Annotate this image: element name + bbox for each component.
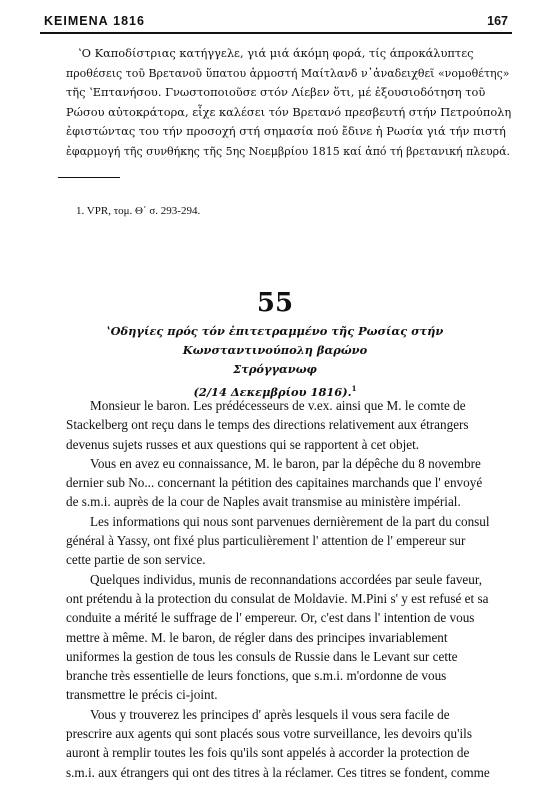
body-text-line: Vous y trouverez les principes d' après lesquels il vous sera facile de bbox=[90, 706, 450, 722]
body-text-line: dernier sub No... concernant la pétition des capitaines marchands que l' envoyé bbox=[66, 475, 483, 491]
body-text-line: mettre à même. M. le baron, de régler dans des principes invariablement bbox=[66, 629, 448, 645]
body-paragraph bbox=[66, 570, 512, 705]
body-paragraph bbox=[66, 454, 512, 512]
body-text-line: conduite a mérité le suffrage de l' empereur. Or, c'est dans l' intention de vous bbox=[66, 610, 475, 626]
body-paragraph bbox=[66, 512, 512, 570]
body-text-line: de s.m.i. auprès de la cour de Naples avait transmise au ministère impérial. bbox=[66, 494, 461, 510]
running-head-title: ΚΕΙΜΕΝΑ 1816 bbox=[44, 14, 145, 28]
body-text-line: Les informations qui nous sont parvenues dernièrement de la part du consul bbox=[90, 513, 490, 529]
greek-commentary-paragraph bbox=[66, 44, 512, 162]
greek-text-line: ἐφιστώντας του τήν προσοχή στή σημασία πού ἔδινε ἡ Ρωσία γιά τήν πιστή bbox=[66, 124, 506, 139]
heading-line bbox=[60, 360, 490, 379]
heading-line-text: (2/14 Δεκεμβρίου 1816). bbox=[193, 384, 352, 399]
body-text-line: cette partie de son service. bbox=[66, 552, 206, 568]
body-text-line: Vous en avez eu connaissance, M. le baron, par la dépêche du 8 novembre bbox=[90, 455, 481, 471]
body-paragraph bbox=[66, 396, 512, 454]
body-text-line: auront à remplir toutes les fois qu'ils sont appelés à accorder la protection de bbox=[66, 745, 470, 761]
body-text-line: Quelques individus, munis de reconnandations accordées par seule faveur, bbox=[90, 571, 483, 587]
body-text-line: uniformes la gestion de tous les consuls de Russie dans le Levant sur cette bbox=[66, 648, 458, 664]
greek-text-line: προθέσεις τοῦ Βρετανοῦ ὕπατου ἁρμοστή Μαίτλανδ ν᾽ἀναδειχθεῖ «νομοθέτης» bbox=[66, 66, 510, 80]
greek-text-line: ʽΟ Καποδίστριας κατήγγελε, γιά μιά άκόμη φορά, τίς άπροκάλυπτες bbox=[78, 46, 474, 60]
greek-text-line: Ρώσου αὐτοκράτορα, εἶχε καλέσει τόν Βρετανό πρεσβευτή στήν Πετρούπολη bbox=[66, 104, 512, 119]
running-head bbox=[44, 14, 508, 30]
body-text-line: Monsieur le baron. Les prédécesseurs de v.ex. ainsi que M. le comte de bbox=[90, 398, 466, 413]
page-number: 167 bbox=[487, 14, 508, 28]
document-heading bbox=[60, 322, 490, 402]
greek-text-line: ἐφαρμογή τῆς συνθήκης τῆς 5ης Νοεμβρίου 1815 καί ἀπό τή βρετανική πλευρά. bbox=[66, 144, 511, 158]
body-text-line: général à Yassy, ont fixé plus particulièrement l' attention de l' empereur sur bbox=[66, 533, 466, 549]
footnote-marker: 1 bbox=[351, 384, 357, 393]
footnote-rule bbox=[58, 177, 120, 178]
footnote: 1. VPR, τομ. Θ΄ σ. 293-294. bbox=[76, 205, 201, 217]
heading-line-text: ʽΟδηγίες πρός τόν ἐπιτετραμμένο τῆς Ρωσίας στήν Κωνσταντινούπολη βαρώνο bbox=[106, 324, 444, 357]
heading-line-text: Στρόγγανωφ bbox=[233, 362, 317, 376]
body-text-line: prescrire aux agents qui sont placés sous votre surveillance, les devoirs qu'ils bbox=[66, 726, 472, 742]
body-text-line: devenus sujets russes et aux questions qui se rapportent à cet objet. bbox=[66, 436, 420, 452]
body-text-line: transmettre le précis ci-joint. bbox=[66, 687, 218, 703]
document-body bbox=[66, 396, 512, 782]
document-number: 55 bbox=[256, 288, 294, 318]
body-text-line: s.m.i. aux étrangers qui ont des titres à la réclamer. Ces titres se fondent, comme bbox=[66, 764, 490, 780]
body-text-line: Stackelberg ont reçu dans le temps des directions relativement aux étrangers bbox=[66, 417, 469, 433]
header-rule bbox=[40, 32, 512, 34]
greek-text-line: τῆς ʽΕπτανήσου. Γνωστοποιοῦσε στόν Λίεβεν ὅτι, μέ ἐξουσιοδότηση τοῦ bbox=[66, 85, 486, 100]
body-paragraph bbox=[66, 705, 512, 782]
body-text-line: ont prétendu à la protection du consulat de Moldavie. M.Pini s' y est refusé et sa bbox=[66, 590, 489, 606]
heading-line bbox=[60, 322, 490, 360]
body-text-line: branche très essentielle de leurs fonctions, que s.m.i. m'ordonne de vous bbox=[66, 668, 447, 684]
